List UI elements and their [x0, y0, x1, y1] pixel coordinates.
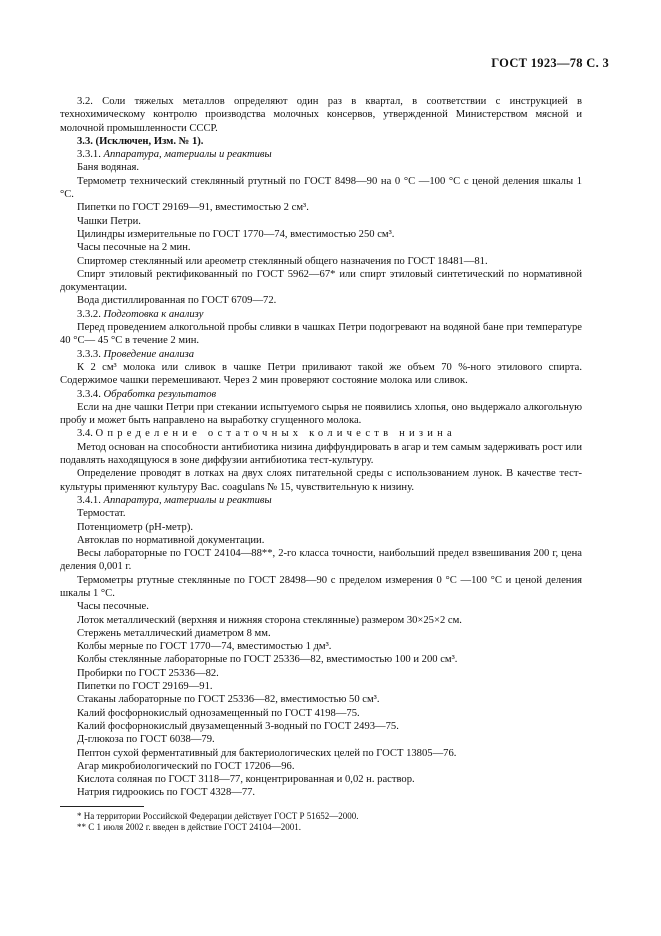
list-item: Пептон сухой ферментативный для бактериологических целей по ГОСТ 13805—76. — [77, 747, 457, 759]
list-item: Стержень металлический диаметром 8 мм. — [77, 627, 271, 639]
section-heading — [60, 148, 582, 161]
list-item: Термостат. — [77, 508, 126, 520]
page-header: ГОСТ 1923—78 С. 3 — [491, 56, 609, 70]
list-item: Весы лабораторные по ГОСТ 24104—88**, 2-го класса точности, наибольший предел взвешивания 200 г, цена деления 0,001 г. — [60, 548, 582, 573]
list-item: Баня водяная. — [77, 162, 140, 174]
list-item: Д-глюкоза по ГОСТ 6038—79. — [77, 734, 215, 746]
paragraph: Перед проведением алкогольной пробы сливки в чашках Петри подогревают на водяной бане при температуре 40 °С— 45 °С в течение 2 мин. — [60, 322, 582, 347]
list-item: Пипетки по ГОСТ 29169—91. — [77, 681, 213, 693]
list-item: Лоток металлический (верхняя и нижняя сторона стеклянные) размером 30×25×2 см. — [77, 614, 462, 626]
list-item: Спирт этиловый ректификованный по ГОСТ 5962—67* или спирт этиловый синтетический по нормативной документации. — [60, 268, 582, 294]
list-item: Автоклав по нормативной документации. — [77, 534, 265, 546]
list-item: Спиртомер стеклянный или ареометр стеклянный общего назначения по ГОСТ 18481—81. — [77, 255, 488, 267]
section-title: Обработка результатов — [103, 388, 217, 400]
section-heading-spaced — [60, 427, 582, 440]
section-heading — [60, 308, 582, 321]
list-item: Часы песочные на 2 мин. — [77, 242, 191, 254]
list-item: Часы песочные. — [77, 601, 149, 613]
paragraph: Определение проводят в лотках на двух слоях питательной среды с использованием лунок. В качестве тест-культуры применяют культуру Bac. coagulans № 15, чувствительную к низину. — [60, 468, 582, 493]
section-number: 3.4. — [77, 428, 93, 440]
list-item: Цилиндры измерительные по ГОСТ 1770—74, вместимостью 250 см³. — [77, 228, 395, 240]
list-item: Пробирки по ГОСТ 25336—82. — [77, 667, 219, 679]
section-heading — [60, 348, 582, 361]
section-title: Аппаратура, материалы и реактивы — [103, 149, 272, 161]
list-item: Калий фосфорнокислый однозамещенный по ГОСТ 4198—75. — [77, 707, 360, 719]
list-item: Калий фосфорнокислый двузамещенный 3-водный по ГОСТ 2493—75. — [77, 720, 399, 732]
list-item: Термометр технический стеклянный ртутный по ГОСТ 8498—90 на 0 °С —100 °С с ценой деления шкалы 1 °С. — [60, 175, 582, 201]
list-item: Термометры ртутные стеклянные по ГОСТ 28498—90 с пределом измерения 0 °С —100 °С и ценой деления шкалы 1 °С. — [60, 574, 582, 599]
document-body — [60, 95, 582, 834]
list-item: Колбы стеклянные лабораторные по ГОСТ 25336—82, вместимостью 100 и 200 см³. — [77, 654, 458, 666]
section-number: 3.4.1. — [77, 494, 101, 506]
section-heading — [60, 494, 582, 507]
section-title: Аппаратура, материалы и реактивы — [103, 494, 272, 506]
list-item: Вода дистиллированная по ГОСТ 6709—72. — [77, 295, 277, 307]
paragraph: К 2 см³ молока или сливок в чашке Петри приливают такой же объем 70 %-ного этилового спирта. Содержимое чашки перемешивают. Через 2 мин проверяют состояние молока или сливок. — [60, 361, 582, 387]
list-item: Кислота соляная по ГОСТ 3118—77, концентрированная и 0,02 н. раствор. — [77, 774, 415, 786]
list-item: Стаканы лабораторные по ГОСТ 25336—82, вместимостью 50 см³. — [77, 694, 380, 706]
section-heading-excluded: 3.3. (Исключен, Изм. № 1). — [77, 135, 204, 147]
list-item: Натрия гидроокись по ГОСТ 4328—77. — [77, 787, 256, 799]
section-title: Проведение анализа — [103, 348, 195, 360]
footnote-divider — [60, 806, 144, 807]
paragraph: Если на дне чашки Петри при стекании испытуемого сырья не появились хлопья, оно выдержало алкогольную пробу и может быть направлено на выработку сгущенного молока. — [60, 401, 582, 427]
list-item: Чашки Петри. — [77, 215, 141, 227]
paragraph: Метод основан на способности антибиотика низина диффундировать в агар и тем самым задерживать рост или подавлять находящуюся в зоне диффузии антибиотика тест-культуру. — [60, 441, 582, 467]
list-item: Потенциометр (рН-метр). — [77, 521, 193, 533]
section-heading — [60, 388, 582, 401]
list-item: Агар микробиологический по ГОСТ 17206—96. — [77, 760, 295, 772]
list-item: Колбы мерные по ГОСТ 1770—74, вместимостью 1 дм³. — [77, 641, 332, 653]
section-number: 3.3.1. — [77, 149, 101, 161]
section-number: 3.3.2. — [77, 308, 101, 320]
section-number: 3.3.3. — [77, 348, 101, 360]
footnote: ** С 1 июля 2002 г. введен в действие ГОСТ 24104—2001. — [77, 822, 302, 833]
section-number: 3.3.4. — [77, 388, 101, 400]
section-title: Подготовка к анализу — [103, 308, 204, 320]
list-item: Пипетки по ГОСТ 29169—91, вместимостью 2 см³. — [77, 202, 309, 214]
footnote: * На территории Российской Федерации действует ГОСТ Р 51652—2000. — [77, 810, 359, 821]
paragraph: 3.2. Соли тяжелых металлов определяют один раз в квартал, в соответствии с инструкцией в технохимическому контролю производства молочных консервов, утвержденной Министерством мясной и молочной промышленности СССР. — [60, 96, 582, 134]
section-title: Определение остаточных количеств низина — [95, 428, 456, 440]
